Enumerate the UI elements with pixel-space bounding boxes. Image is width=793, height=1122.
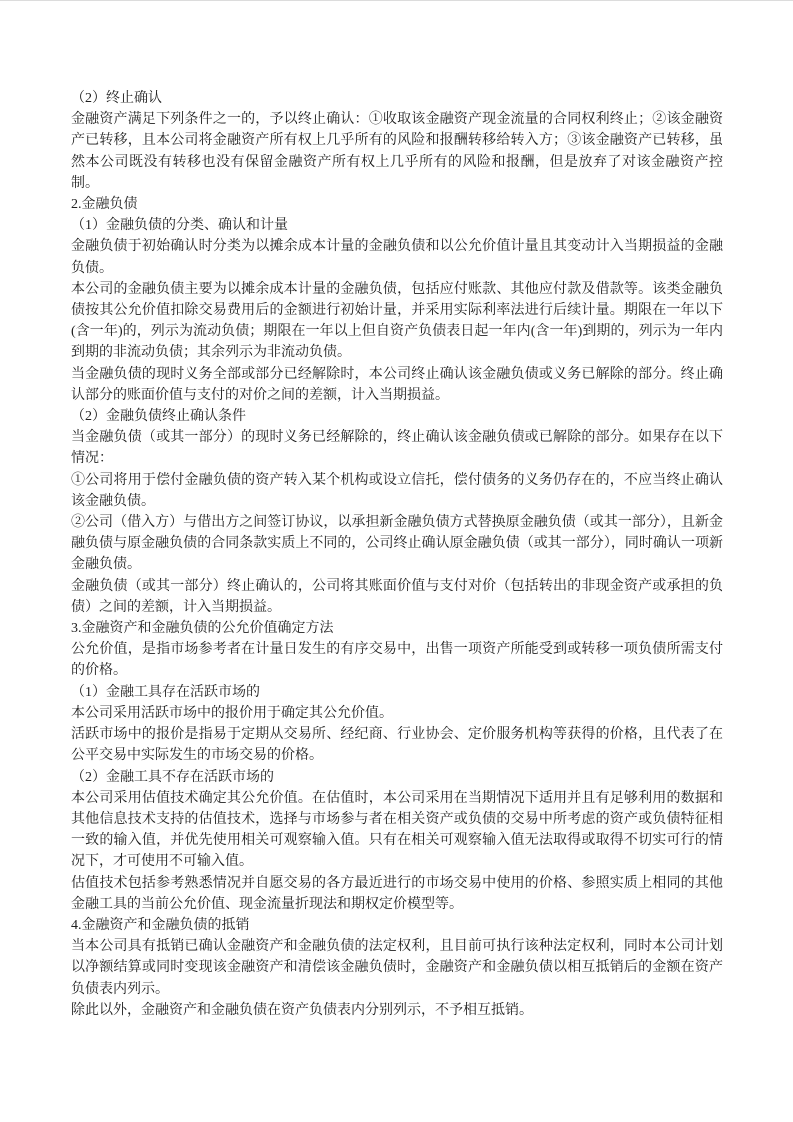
paragraph: 当本公司具有抵销已确认金融资产和金融负债的法定权利，且目前可执行该种法定权利，同时本公司计划以净额结算或同时变现该金融资产和清偿该金融负债时，金融资产和金融负债以相互抵销后的金额在资产负债表内列示。 [71,939,723,997]
page-top-edge [0,0,793,1]
section-heading: （2）金融负债终止确认条件 [71,409,246,425]
paragraph: 金融资产满足下列条件之一的，予以终止确认：①收取该金融资产现金流量的合同权利终止；②该金融资产已转移，且本公司将金融资产所有权上几乎所有的风险和报酬转移给转入方；③该金融资产已转移，虽然本公司既没有转移也没有保留金融资产所有权上几乎所有的风险和报酬，但是放弃了对该金融资产控制。 [71,112,723,191]
paragraph: 当金融负债（或其一部分）的现时义务已经解除的，终止确认该金融负债或已解除的部分。如果存在以下情况： [71,430,723,467]
paragraph: 估值技术包括参考熟悉情况并自愿交易的各方最近进行的市场交易中使用的价格、参照实质上相同的其他金融工具的当前公允价值、现金流量折现法和期权定价模型等。 [71,875,723,912]
section-heading: 3.金融资产和金融负债的公允价值确定方法 [71,621,334,637]
paragraph: 除此以外，金融资产和金融负债在资产负债表内分别列示，不予相互抵销。 [71,1002,533,1018]
paragraph: 活跃市场中的报价是指易于定期从交易所、经纪商、行业协会、定价服务机构等获得的价格，且代表了在公平交易中实际发生的市场交易的价格。 [71,727,723,764]
paragraph: ①公司将用于偿付金融负债的资产转入某个机构或设立信托，偿付债务的义务仍存在的，不应当终止确认该金融负债。 [71,472,723,509]
section-heading: （1）金融工具存在活跃市场的 [71,684,260,700]
section-heading: （1）金融负债的分类、确认和计量 [71,218,288,234]
section-heading: （2）金融工具不存在活跃市场的 [71,769,274,785]
section-heading: 4.金融资产和金融负债的抵销 [71,917,250,933]
paragraph: 金融负债于初始确认时分类为以摊余成本计量的金融负债和以公允价值计量且其变动计入当期损益的金融负债。 [71,239,723,276]
paragraph: 当金融负债的现时义务全部或部分已经解除时，本公司终止确认该金融负债或义务已解除的部分。终止确认部分的账面价值与支付的对价之间的差额，计入当期损益。 [71,366,723,403]
paragraph: 本公司采用活跃市场中的报价用于确定其公允价值。 [71,705,393,721]
document-body [71,88,723,1021]
paragraph: ②公司（借入方）与借出方之间签订协议，以承担新金融负债方式替换原金融负债（或其一部分），且新金融负债与原金融负债的合同条款实质上不同的，公司终止确认原金融负债（或其一部分），同时确认一项新金融负债。 [71,515,723,573]
paragraph: 公允价值，是指市场参考者在计量日发生的有序交易中，出售一项资产所能受到或转移一项负债所需支付的价格。 [71,642,723,679]
paragraph: 金融负债（或其一部分）终止确认的，公司将其账面价值与支付对价（包括转出的非现金资产或承担的负债）之间的差额，计入当期损益。 [71,578,723,615]
section-heading: （2）终止确认 [71,91,162,106]
paragraph: 本公司的金融负债主要为以摊余成本计量的金融负债，包括应付账款、其他应付款及借款等。该类金融负债按其公允价值扣除交易费用后的金额进行初始计量，并采用实际利率法进行后续计量。期限在一年以下(含一年)的，列示为流动负债；期限在一年以上但自资产负债表日起一年内(含一年)到期的，列示为一年内到期的非流动负债；其余列示为非流动负债。 [71,281,723,361]
section-heading: 2.金融负债 [71,197,138,213]
paragraph: 本公司采用估值技术确定其公允价值。在估值时，本公司采用在当期情况下适用并且有足够利用的数据和其他信息技术支持的估值技术，选择与市场参与者在相关资产或负债的交易中所考虑的资产或负债特征相一致的输入值，并优先使用相关可观察输入值。只有在相关可观察输入值无法取得或取得不切实可行的情况下，才可使用不可输入值。 [71,790,723,870]
